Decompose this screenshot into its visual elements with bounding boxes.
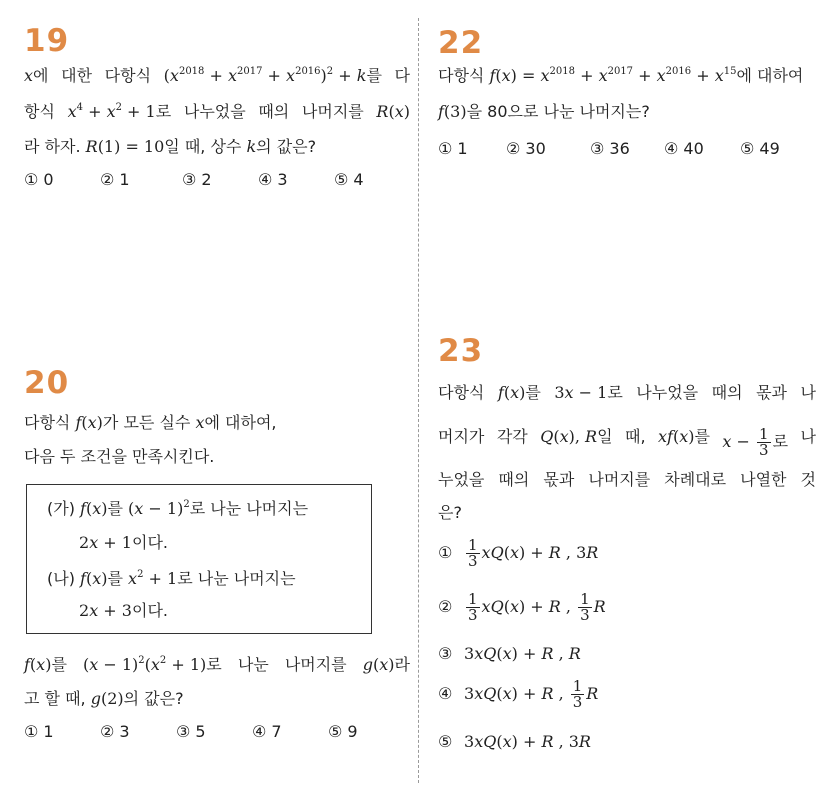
q19-word: 다항식: [104, 66, 152, 85]
q19-choice-3[interactable]: ③ 2: [182, 170, 212, 189]
q19-choice-1[interactable]: ① 0: [24, 170, 54, 189]
condition-a-line-1: (가) f(x)를 $(x - 1)^2$로 나눈 나머지는: [47, 499, 309, 518]
q23-expression: Q(x), R일: [540, 427, 613, 446]
q23-word: 각각: [496, 427, 528, 446]
q23-word: 때,: [625, 427, 646, 446]
q20-line-2: 다음 두 조건을 만족시킨다.: [24, 447, 215, 466]
q23-expression: xf(x)를: [658, 427, 710, 446]
q22-line-1: 다항식 $f(x) = x^{2018} + x^{2017} + x^{2016} + x^{15}$에 대하여: [438, 66, 804, 85]
question-23-number: 23: [438, 333, 484, 369]
q20-choice-2[interactable]: ② 3: [100, 722, 130, 741]
question-20-number: 20: [24, 365, 70, 401]
q23-expression: 3x − 1로: [554, 383, 623, 402]
q20-word: 나눈: [237, 655, 269, 674]
q20-line-1: 다항식 f(x)가 모든 실수 x에 대하여,: [24, 413, 277, 432]
option-marker: ③: [438, 644, 453, 663]
q20-word: 나머지를: [284, 655, 347, 674]
q20-choice-5[interactable]: ⑤ 9: [328, 722, 358, 741]
q23-expression: f(x)를: [497, 383, 541, 402]
fraction-one-third: $\frac{1}{3}$: [759, 425, 769, 459]
q19-word: 다: [394, 66, 410, 85]
q22-choice-3[interactable]: ③ 36: [590, 139, 630, 158]
q23-word: 누었을: [438, 470, 485, 489]
conditions-box: [26, 484, 372, 634]
q19-expression: $(x^{2018} + x^{2017} + x^{2016})^2 + k$를: [163, 66, 382, 85]
q20-word: f(x)를: [24, 655, 67, 674]
q23-line-4: 은?: [438, 503, 462, 522]
q19-line-3: 라 하자. R(1) = 10일 때, 상수 k의 값은?: [24, 137, 317, 156]
q23-option-3[interactable]: ③ 3xQ(x) + R , R: [438, 644, 581, 663]
q19-line-1: [24, 66, 410, 86]
q23-option-1[interactable]: ① $\frac{1}{3}$ xQ(x) + R , 3R: [438, 536, 599, 570]
condition-b-line-1: (나) f(x)를 $x^2 + 1$로 나눈 나머지는: [47, 569, 296, 588]
question-22-number: 22: [438, 25, 484, 61]
q23-option-4[interactable]: ④ 3xQ(x) + R , $\frac{1}{3}$ R: [438, 677, 599, 711]
q23-line-3: [438, 470, 816, 490]
q23-word: 차례대로: [664, 470, 727, 489]
q19-word: 때의: [258, 102, 290, 121]
q19-choice-4[interactable]: ④ 3: [258, 170, 288, 189]
q22-line-2: f(3)을 80으로 나눈 나머지는?: [438, 102, 650, 121]
q19-word: 나머지를: [301, 102, 364, 121]
q20-choice-1[interactable]: ① 1: [24, 722, 54, 741]
q23-line-1: [438, 383, 816, 403]
q19-line-2: [24, 102, 410, 122]
option-marker: ②: [438, 597, 453, 616]
q23-word: 머지가: [438, 427, 485, 446]
q19-word: 나누었을: [183, 102, 246, 121]
q23-word: 나머지를: [588, 470, 651, 489]
q23-word: 몫과: [543, 470, 575, 489]
q23-word: 다항식: [438, 383, 485, 402]
condition-b-line-2: 2x + 3이다.: [79, 601, 168, 620]
q23-line-2: [438, 427, 816, 458]
q19-word: 항식: [24, 102, 55, 121]
q19-word: x에: [24, 66, 49, 85]
question-19-number: 19: [24, 23, 70, 59]
q22-choice-2[interactable]: ② 30: [506, 139, 546, 158]
column-divider: [418, 18, 419, 783]
q23-option-2[interactable]: ② $\frac{1}{3}$ xQ(x) + R , $\frac{1}{3}$ R: [438, 590, 606, 624]
q19-choice-5[interactable]: ⑤ 4: [334, 170, 364, 189]
q23-option-5[interactable]: ⑤ 3xQ(x) + R , 3R: [438, 732, 591, 751]
q20-choice-4[interactable]: ④ 7: [252, 722, 282, 741]
q22-choice-1[interactable]: ① 1: [438, 139, 468, 158]
q20-line-3: [24, 655, 410, 675]
q20-line-4: 고 할 때, g(2)의 값은?: [24, 689, 184, 708]
q19-choice-2[interactable]: ② 1: [100, 170, 130, 189]
option-marker: ④: [438, 684, 453, 703]
q23-word: 때의: [711, 383, 743, 402]
q23-word: 나: [800, 383, 816, 402]
q23-word: 때의: [498, 470, 530, 489]
q22-choice-5[interactable]: ⑤ 49: [740, 139, 780, 158]
q20-expression: g(x)라: [362, 655, 410, 674]
q20-expression: $(x - 1)^2(x^2 + 1)$로: [82, 655, 222, 674]
q19-expression: $x^4 + x^2 + 1$로: [67, 102, 172, 121]
q20-choice-3[interactable]: ③ 5: [176, 722, 206, 741]
q23-word: 나누었을: [636, 383, 699, 402]
condition-a-line-2: 2x + 1이다.: [79, 533, 168, 552]
q22-choice-4[interactable]: ④ 40: [664, 139, 704, 158]
q23-word: 나열한: [740, 470, 787, 489]
q23-expression: x − $\frac{1}{3}$ 로: [722, 425, 789, 459]
q23-word: 나: [800, 427, 816, 446]
q19-expression: R(x): [376, 102, 410, 121]
q23-word: 것: [800, 470, 816, 489]
q23-word: 몫과: [756, 383, 787, 402]
option-marker: ①: [438, 543, 453, 562]
option-marker: ⑤: [438, 732, 453, 751]
q19-word: 대한: [61, 66, 93, 85]
